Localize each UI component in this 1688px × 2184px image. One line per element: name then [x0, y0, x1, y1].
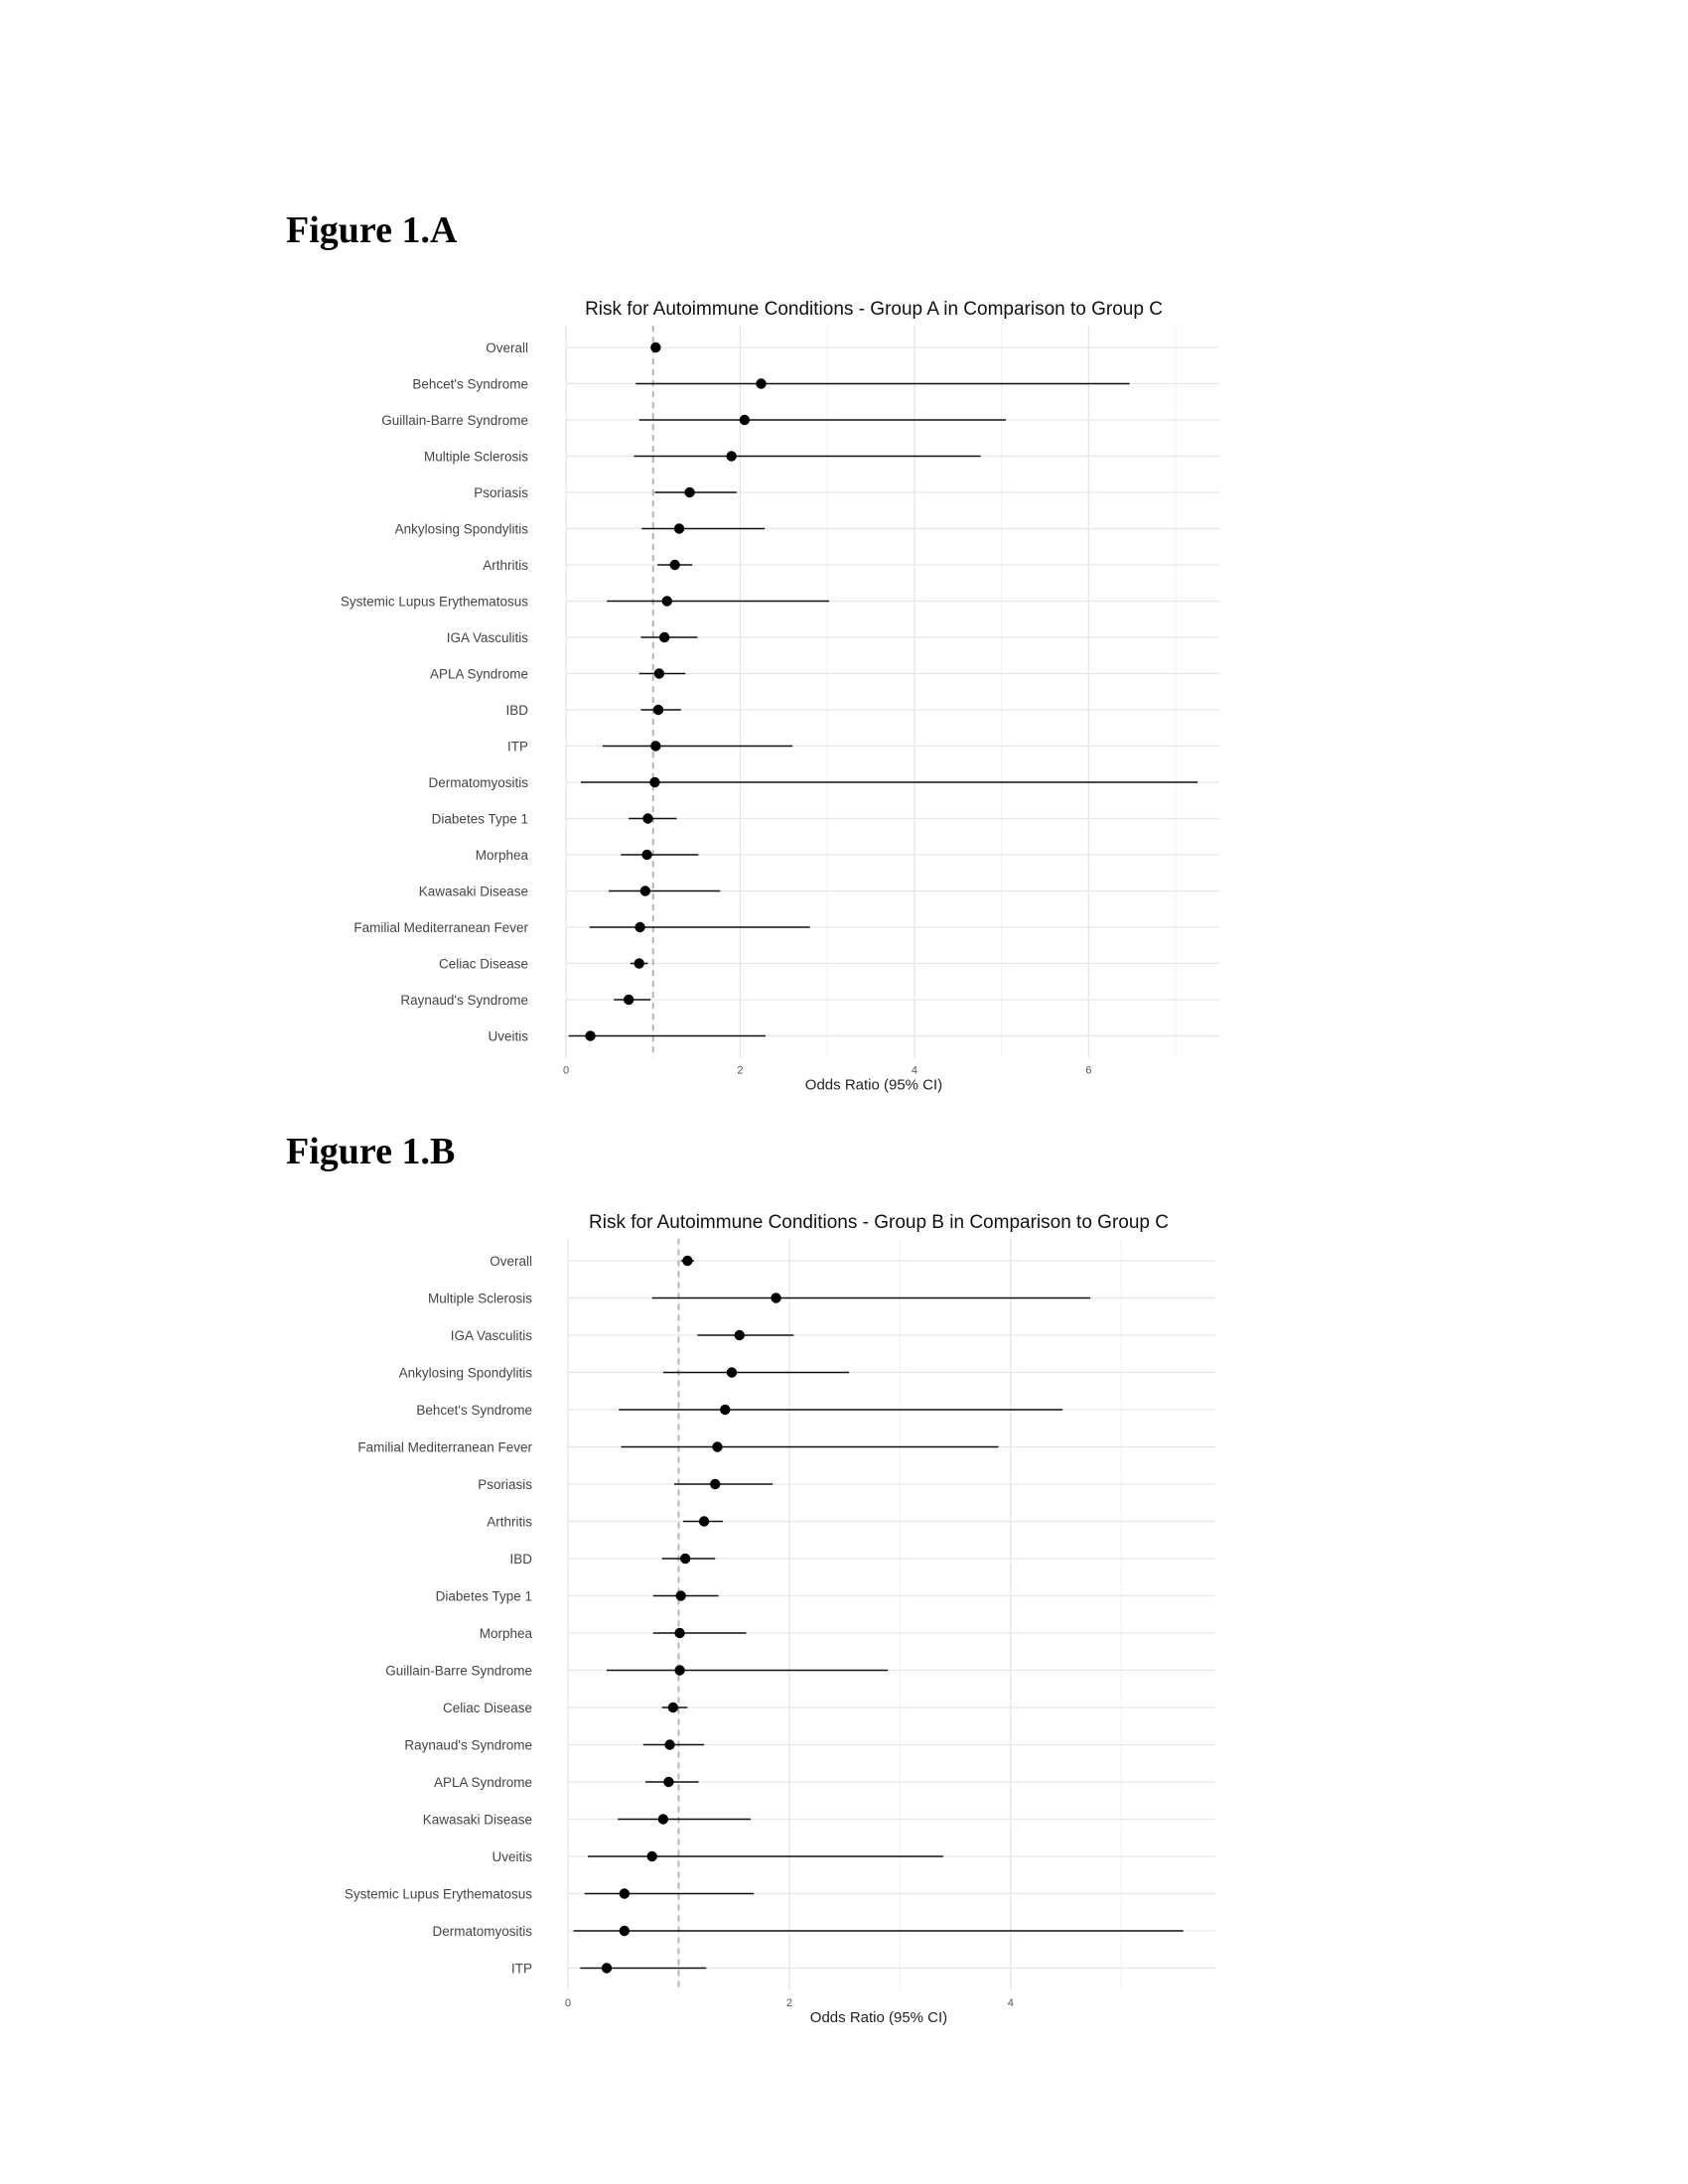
- category-label: Overall: [486, 341, 528, 355]
- point-estimate: [647, 1851, 657, 1861]
- point-estimate: [624, 995, 633, 1005]
- category-label: Familial Mediterranean Fever: [353, 920, 528, 935]
- x-tick-label: 4: [1007, 1997, 1014, 2009]
- x-tick-label: 6: [1085, 1064, 1092, 1077]
- point-estimate: [675, 1590, 685, 1600]
- category-label: Psoriasis: [474, 485, 528, 500]
- category-label: IGA Vasculitis: [450, 1328, 532, 1343]
- point-estimate: [727, 1367, 737, 1377]
- point-estimate: [654, 668, 664, 678]
- point-estimate: [668, 1703, 678, 1712]
- category-label: Arthritis: [483, 558, 528, 573]
- point-estimate: [633, 958, 643, 968]
- category-label: APLA Syndrome: [429, 666, 528, 682]
- point-estimate: [641, 850, 651, 860]
- plot-title: Risk for Autoimmune Conditions - Group B in Comparison to Group C: [589, 1212, 1169, 1233]
- point-estimate: [650, 741, 660, 751]
- category-label: Systemic Lupus Erythematosus: [344, 1886, 532, 1902]
- category-label: Morphea: [479, 1626, 532, 1641]
- x-tick-label: 4: [911, 1064, 917, 1077]
- category-label: Guillain-Barre Syndrome: [381, 413, 528, 428]
- category-label: Diabetes Type 1: [431, 811, 528, 827]
- forest-plot-b: [0, 1203, 1688, 2037]
- x-axis-title: Odds Ratio (95% CI): [809, 2009, 948, 2026]
- point-estimate: [720, 1405, 730, 1415]
- point-estimate: [674, 523, 684, 533]
- category-label: Dermatomyositis: [428, 775, 528, 790]
- point-estimate: [653, 705, 663, 715]
- category-label: Multiple Sclerosis: [427, 1291, 532, 1306]
- plot-title: Risk for Autoimmune Conditions - Group A in Comparison to Group C: [585, 299, 1163, 320]
- category-label: Raynaud's Syndrome: [404, 1737, 532, 1753]
- category-label: Dermatomyositis: [432, 1924, 532, 1939]
- category-label: Diabetes Type 1: [435, 1588, 532, 1604]
- category-label: Behcet's Syndrome: [416, 1403, 532, 1418]
- category-label: Overall: [490, 1254, 532, 1269]
- category-label: Celiac Disease: [442, 1701, 532, 1715]
- x-tick-label: 0: [564, 1997, 572, 2009]
- category-label: IBD: [505, 703, 528, 718]
- point-estimate: [726, 451, 736, 461]
- point-estimate: [669, 560, 679, 570]
- category-label: Morphea: [475, 848, 528, 863]
- point-estimate: [602, 1963, 612, 1973]
- point-estimate: [756, 378, 766, 388]
- point-estimate: [771, 1293, 780, 1302]
- category-label: Celiac Disease: [438, 956, 528, 972]
- figure-heading-a: Figure 1.A: [286, 209, 458, 251]
- figure-heading-b: Figure 1.B: [286, 1131, 456, 1172]
- point-estimate: [735, 1330, 745, 1340]
- category-label: ITP: [510, 1961, 532, 1977]
- point-estimate: [682, 1256, 692, 1266]
- point-estimate: [674, 1665, 684, 1675]
- category-label: Ankylosing Spondylitis: [394, 521, 528, 537]
- point-estimate: [649, 777, 659, 787]
- point-estimate: [659, 632, 669, 642]
- point-estimate: [620, 1926, 630, 1936]
- x-tick-label: 2: [785, 1997, 792, 2009]
- category-label: Kawasaki Disease: [422, 1812, 532, 1828]
- point-estimate: [674, 1628, 684, 1638]
- point-estimate: [680, 1554, 690, 1564]
- category-label: Arthritis: [487, 1514, 532, 1530]
- category-label: Psoriasis: [478, 1477, 532, 1492]
- point-estimate: [642, 813, 652, 823]
- point-estimate: [684, 487, 694, 497]
- point-estimate: [658, 1814, 668, 1824]
- category-label: Uveitis: [488, 1028, 528, 1044]
- category-label: IGA Vasculitis: [446, 630, 528, 645]
- point-estimate: [650, 342, 660, 352]
- x-tick-label: 2: [737, 1064, 744, 1077]
- category-label: Behcet's Syndrome: [412, 376, 528, 392]
- category-label: Uveitis: [492, 1849, 532, 1864]
- category-label: Guillain-Barre Syndrome: [385, 1663, 532, 1679]
- category-label: Familial Mediterranean Fever: [357, 1439, 532, 1455]
- category-label: Raynaud's Syndrome: [400, 993, 528, 1008]
- x-tick-label: 0: [562, 1064, 570, 1077]
- point-estimate: [740, 415, 750, 425]
- category-label: Ankylosing Spondylitis: [398, 1365, 532, 1381]
- point-estimate: [620, 1888, 630, 1898]
- point-estimate: [699, 1516, 709, 1526]
- category-label: IBD: [509, 1552, 532, 1567]
- category-label: Multiple Sclerosis: [423, 449, 528, 465]
- category-label: ITP: [506, 739, 528, 754]
- category-label: Kawasaki Disease: [418, 884, 528, 899]
- point-estimate: [585, 1030, 595, 1040]
- forest-plot-a: [0, 288, 1688, 1122]
- point-estimate: [634, 922, 644, 932]
- category-label: APLA Syndrome: [433, 1775, 532, 1790]
- point-estimate: [662, 596, 672, 606]
- point-estimate: [664, 1739, 674, 1749]
- point-estimate: [712, 1441, 722, 1451]
- point-estimate: [640, 886, 650, 895]
- x-axis-title: Odds Ratio (95% CI): [804, 1076, 943, 1094]
- category-label: Systemic Lupus Erythematosus: [340, 594, 528, 610]
- point-estimate: [710, 1479, 720, 1489]
- point-estimate: [663, 1777, 673, 1787]
